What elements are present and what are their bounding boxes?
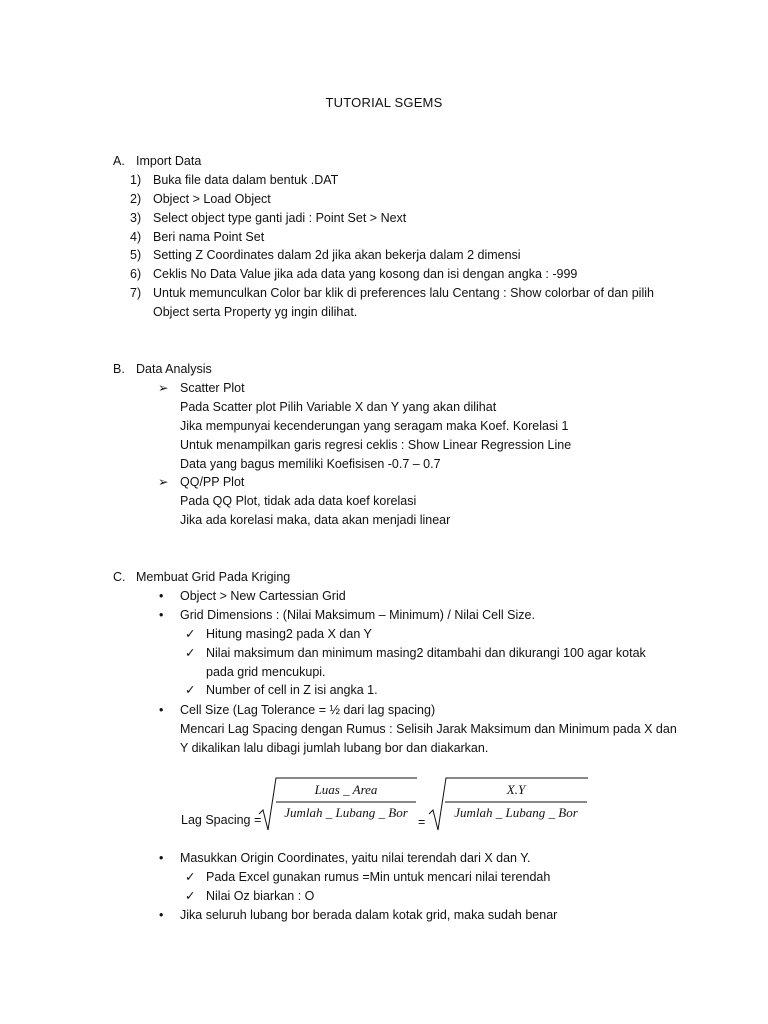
check-icon: ✓ <box>185 683 196 697</box>
list-item: Select object type ganti jadi : Point Set > Next <box>153 211 407 225</box>
list-item-number: 4) <box>130 230 142 244</box>
bullet-icon: • <box>159 908 164 922</box>
check-item: Hitung masing2 pada X dan Y <box>206 627 372 641</box>
list-item-number: 1) <box>130 173 142 187</box>
check-icon: ✓ <box>185 646 196 660</box>
scatter-plot-line: Untuk menampilkan garis regresi ceklis : Show Linear Regression Line <box>180 438 572 452</box>
bullet-item: Grid Dimensions : (Nilai Maksimum – Minimum) / Nilai Cell Size. <box>180 608 535 622</box>
qq-plot-line: Jika ada korelasi maka, data akan menjadi linear <box>180 513 451 527</box>
list-item-number: 2) <box>130 192 142 206</box>
formula-numerator-2: X.Y <box>506 782 526 797</box>
bullet-item: Cell Size (Lag Tolerance = ½ dari lag spacing) <box>180 703 436 717</box>
list-item: Beri nama Point Set <box>153 230 265 244</box>
bullet-icon: • <box>159 589 164 603</box>
list-item-continuation: Object serta Property yg ingin dilihat. <box>153 305 358 319</box>
list-item: Ceklis No Data Value jika ada data yang kosong dan isi dengan angka : -999 <box>153 267 578 281</box>
check-item: Nilai Oz biarkan : O <box>206 889 315 903</box>
check-item: Nilai maksimum dan minimum masing2 ditambahi dan dikurangi 100 agar kotak <box>206 646 646 660</box>
formula-denominator-1: Jumlah _ Lubang _ Bor <box>284 805 408 820</box>
list-item-number: 7) <box>130 286 142 300</box>
arrow-bullet-icon: ➢ <box>158 475 169 489</box>
qq-plot-line: Pada QQ Plot, tidak ada data koef korelasi <box>180 494 417 508</box>
bullet-icon: • <box>159 608 164 622</box>
document-title: TUTORIAL SGEMS <box>325 95 443 110</box>
check-icon: ✓ <box>185 889 196 903</box>
section-b-marker: B. <box>113 362 125 376</box>
list-item: Untuk memunculkan Color bar klik di preferences lalu Centang : Show colorbar of dan pilih <box>153 286 654 300</box>
formula-equals: = <box>418 815 426 829</box>
scatter-plot-line: Jika mempunyai kecenderungan yang seragam maka Koef. Korelasi 1 <box>180 419 569 433</box>
formula-label: Lag Spacing = <box>181 813 262 827</box>
check-item: Number of cell in Z isi angka 1. <box>206 683 378 697</box>
qq-plot-heading: QQ/PP Plot <box>180 475 245 489</box>
bullet-item: Masukkan Origin Coordinates, yaitu nilai terendah dari X dan Y. <box>180 851 531 865</box>
section-c-marker: C. <box>113 570 126 584</box>
formula-denominator-2: Jumlah _ Lubang _ Bor <box>454 805 578 820</box>
section-a-heading: Import Data <box>136 154 202 168</box>
formula-numerator-1: Luas _ Area <box>314 782 378 797</box>
scatter-plot-line: Pada Scatter plot Pilih Variable X dan Y yang akan dilihat <box>180 400 497 414</box>
bullet-icon: • <box>159 851 164 865</box>
scatter-plot-heading: Scatter Plot <box>180 381 245 395</box>
check-icon: ✓ <box>185 627 196 641</box>
list-item: Buka file data dalam bentuk .DAT <box>153 173 339 187</box>
bullet-item: Jika seluruh lubang bor berada dalam kotak grid, maka sudah benar <box>180 908 558 922</box>
section-c-heading: Membuat Grid Pada Kriging <box>136 570 291 584</box>
bullet-icon: • <box>159 703 164 717</box>
list-item-number: 3) <box>130 211 142 225</box>
arrow-bullet-icon: ➢ <box>158 381 169 395</box>
section-a-marker: A. <box>113 154 125 168</box>
bullet-item: Object > New Cartessian Grid <box>180 589 346 603</box>
bullet-item-line: Y dikalikan lalu dibagi jumlah lubang bor dan diakarkan. <box>180 741 489 755</box>
list-item-number: 6) <box>130 267 142 281</box>
check-item: Pada Excel gunakan rumus =Min untuk mencari nilai terendah <box>206 870 551 884</box>
bullet-item-line: Mencari Lag Spacing dengan Rumus : Selisih Jarak Maksimum dan Minimum pada X dan <box>180 722 677 736</box>
list-item-number: 5) <box>130 248 142 262</box>
list-item: Setting Z Coordinates dalam 2d jika akan bekerja dalam 2 dimensi <box>153 248 521 262</box>
scatter-plot-line: Data yang bagus memiliki Koefisisen -0.7 – 0.7 <box>180 457 441 471</box>
check-icon: ✓ <box>185 870 196 884</box>
check-item-continuation: pada grid mencukupi. <box>206 665 326 679</box>
list-item: Object > Load Object <box>153 192 271 206</box>
section-b-heading: Data Analysis <box>136 362 212 376</box>
